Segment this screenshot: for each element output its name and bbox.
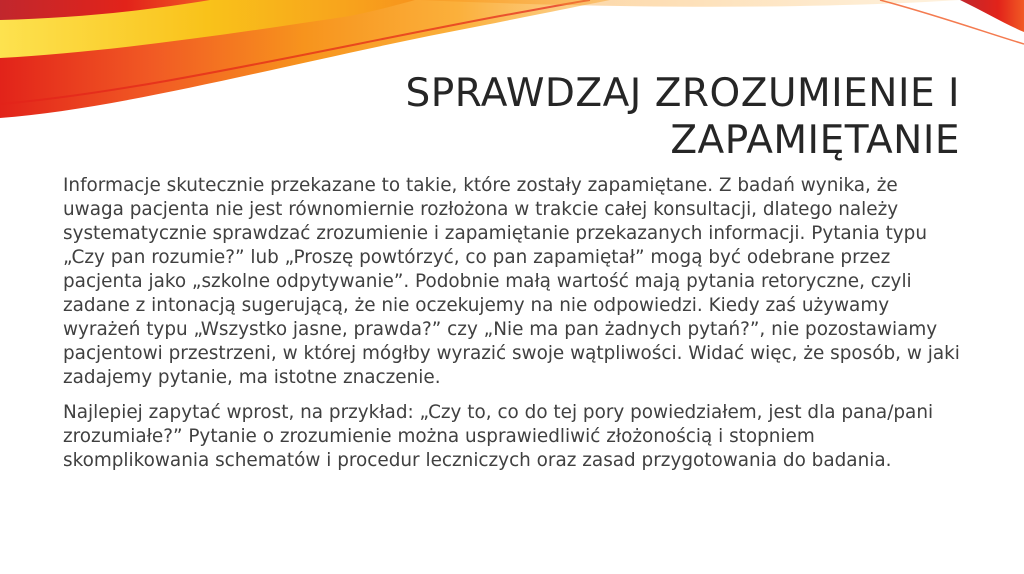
body-paragraph-2: Najlepiej zapytać wprost, na przykład: „Czy to, co do tej pory powiedziałem, jest dla pana/pani zrozumiałe?” Pytanie o zrozumienie można usprawiedliwić złożonością i stopniem skomplikowania schematów i procedur leczniczych oraz zasad przygotowania do badania. [63,402,934,471]
slide-body [63,174,963,484]
slide-title-line-2: ZAPAMIĘTANIE [670,118,960,163]
slide-title-line-1: SPRAWDZAJ ZROZUMIENIE I [405,71,960,116]
slide-title [360,70,960,164]
body-paragraph-1: Informacje skutecznie przekazane to takie, które zostały zapamiętane. Z badań wynika, że uwaga pacjenta nie jest równomiernie rozłożona w trakcie całej konsultacji, dlatego należy systematycznie sprawdzać zrozumienie i zapamiętanie przekazanych informacji. Pytania typu „Czy pan rozumie?” lub „Proszę powtórzyć, co pan zapamiętał” mogą być odebrane przez pacjenta jako „szkolne odpytywanie”. Podobnie małą wartość mają pytania retoryczne, czyli zadane z intonacją sugerującą, że nie oczekujemy na nie odpowiedzi. Kiedy zaś używamy wyrażeń typu „Wszystko jasne, prawda?” czy „Nie ma pan żadnych pytań?”, nie pozostawiamy pacjentowi przestrzeni, w której mógłby wyrazić swoje wątpliwości. Widać więc, że sposób, w jaki zadajemy pytanie, ma istotne znaczenie. [63,175,960,388]
